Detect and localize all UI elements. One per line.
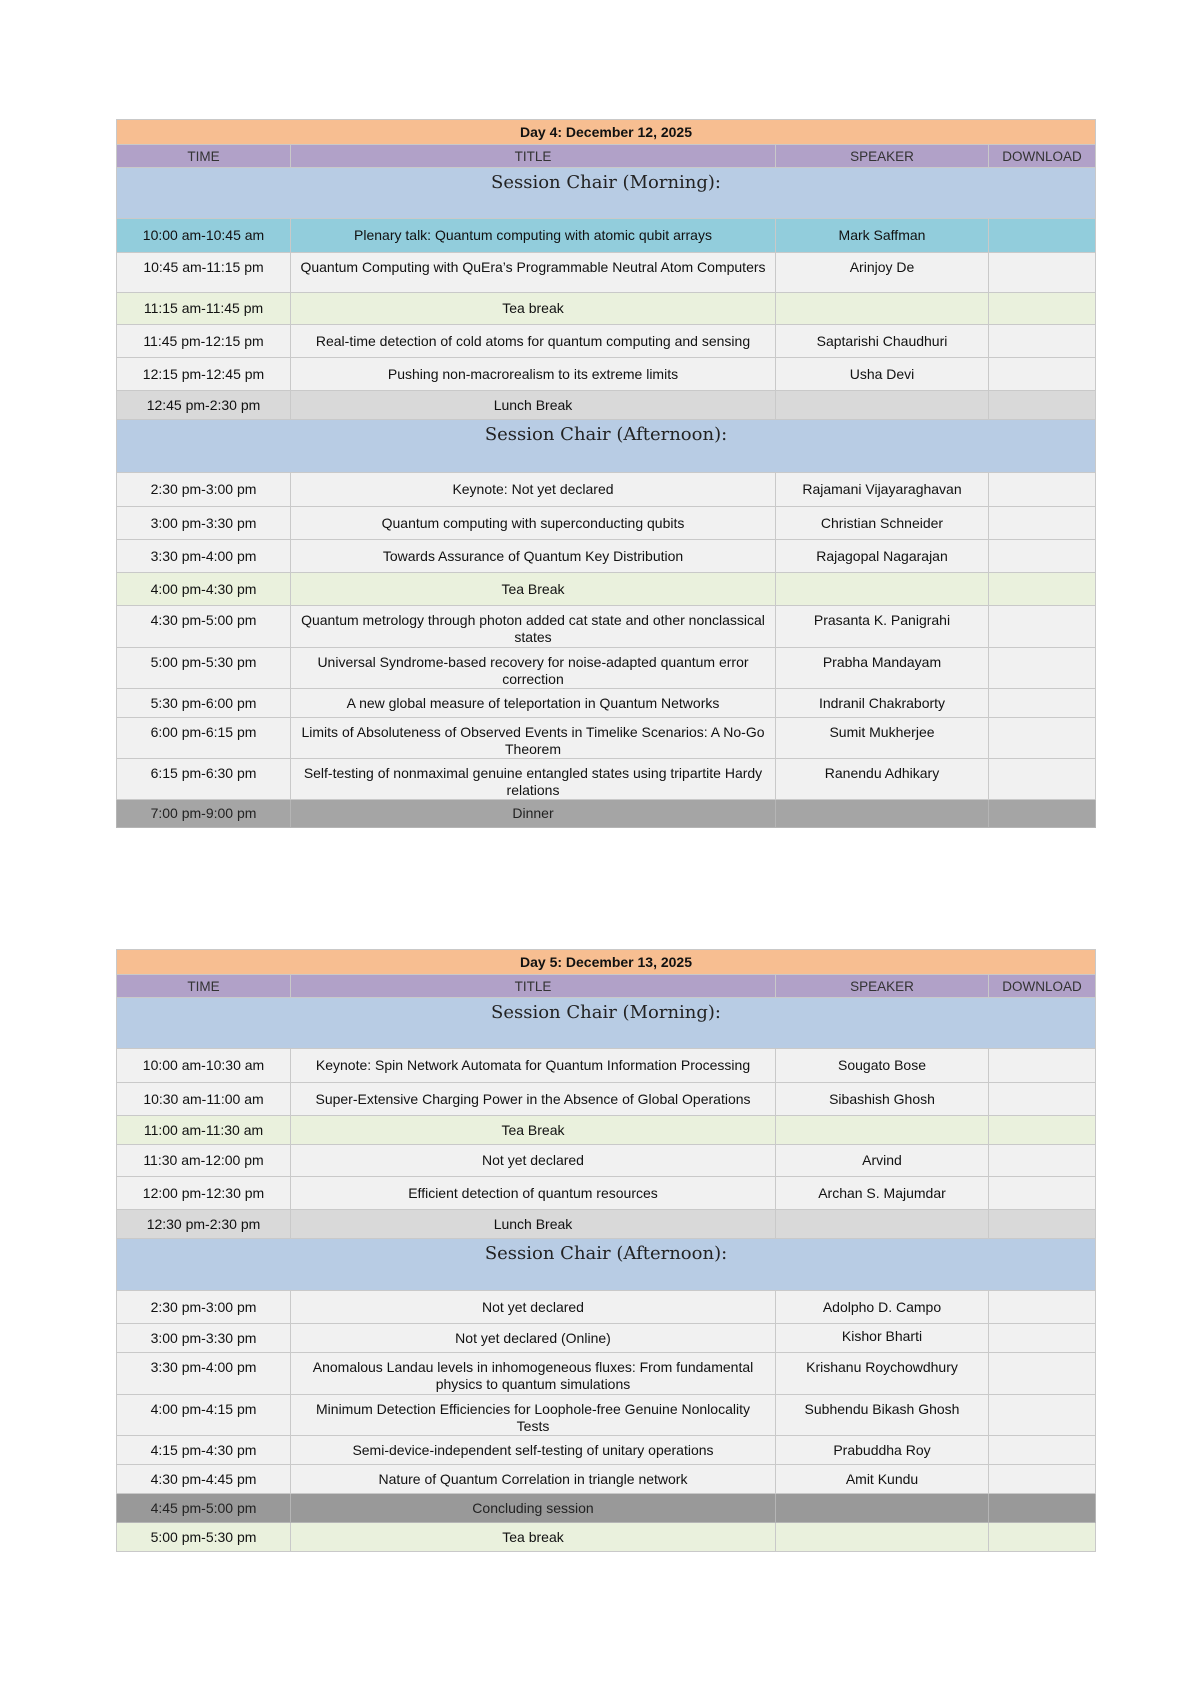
time-cell: 3:30 pm-4:00 pm: [117, 540, 291, 573]
speaker-cell: [776, 1210, 989, 1239]
speaker-cell: [776, 800, 989, 828]
title-column-header: TITLE: [291, 975, 776, 998]
download-cell[interactable]: [989, 507, 1096, 540]
title-cell: Quantum metrology through photon added cat state and other nonclassical states: [291, 606, 776, 648]
download-cell[interactable]: [989, 1083, 1096, 1116]
title-cell: Not yet declared (Online): [291, 1324, 776, 1353]
table-row: [117, 473, 1096, 507]
time-cell: 3:30 pm-4:00 pm: [117, 1353, 291, 1395]
title-cell: Quantum computing with superconducting qubits: [291, 507, 776, 540]
speaker-cell: [776, 1523, 989, 1552]
speaker-cell: Sibashish Ghosh: [776, 1083, 989, 1116]
day-heading-row: [117, 950, 1096, 975]
day-heading-row: [117, 120, 1096, 145]
table-row: [117, 325, 1096, 358]
time-cell: 10:00 am-10:45 am: [117, 219, 291, 253]
title-cell: Limits of Absoluteness of Observed Events in Timelike Scenarios: A No-Go Theorem: [291, 718, 776, 759]
table-row: [117, 800, 1096, 828]
download-cell[interactable]: [989, 718, 1096, 759]
download-cell[interactable]: [989, 1291, 1096, 1324]
download-cell[interactable]: [989, 689, 1096, 718]
speaker-cell: Adolpho D. Campo: [776, 1291, 989, 1324]
table-row: [117, 1494, 1096, 1523]
title-cell: Towards Assurance of Quantum Key Distribution: [291, 540, 776, 573]
time-cell: 5:00 pm-5:30 pm: [117, 1523, 291, 1552]
time-cell: 12:30 pm-2:30 pm: [117, 1210, 291, 1239]
download-cell[interactable]: [989, 1210, 1096, 1239]
title-cell: Not yet declared: [291, 1145, 776, 1177]
title-cell: Quantum Computing with QuEra’s Programmable Neutral Atom Computers: [291, 253, 776, 293]
table-row: [117, 507, 1096, 540]
speaker-cell: [776, 1116, 989, 1145]
download-column-header: DOWNLOAD: [989, 145, 1096, 168]
title-cell: Tea Break: [291, 573, 776, 606]
time-cell: 12:00 pm-12:30 pm: [117, 1177, 291, 1210]
download-cell[interactable]: [989, 648, 1096, 689]
download-cell[interactable]: [989, 219, 1096, 253]
table-row: [117, 689, 1096, 718]
download-cell[interactable]: [989, 358, 1096, 391]
download-cell[interactable]: [989, 1049, 1096, 1083]
time-cell: 6:00 pm-6:15 pm: [117, 718, 291, 759]
download-cell[interactable]: [989, 1436, 1096, 1465]
speaker-cell: [776, 573, 989, 606]
title-column-header: TITLE: [291, 145, 776, 168]
download-cell[interactable]: [989, 1395, 1096, 1436]
time-column-header: TIME: [117, 975, 291, 998]
download-cell[interactable]: [989, 391, 1096, 420]
session-chair-morning-row: [117, 998, 1096, 1049]
title-cell: Lunch Break: [291, 1210, 776, 1239]
title-cell: Nature of Quantum Correlation in triangle network: [291, 1465, 776, 1494]
session-chair-afternoon: Session Chair (Afternoon):: [117, 420, 1096, 473]
time-cell: 5:00 pm-5:30 pm: [117, 648, 291, 689]
speaker-cell: Ranendu Adhikary: [776, 759, 989, 800]
table-row: [117, 293, 1096, 325]
time-cell: 10:45 am-11:15 pm: [117, 253, 291, 293]
table-row: [117, 1436, 1096, 1465]
title-cell: Real-time detection of cold atoms for quantum computing and sensing: [291, 325, 776, 358]
title-cell: Dinner: [291, 800, 776, 828]
speaker-cell: Sumit Mukherjee: [776, 718, 989, 759]
title-cell: A new global measure of teleportation in Quantum Networks: [291, 689, 776, 718]
title-cell: Efficient detection of quantum resources: [291, 1177, 776, 1210]
time-column-header: TIME: [117, 145, 291, 168]
download-cell[interactable]: [989, 293, 1096, 325]
title-cell: Anomalous Landau levels in inhomogeneous fluxes: From fundamental physics to quantum simulations: [291, 1353, 776, 1395]
time-cell: 4:45 pm-5:00 pm: [117, 1494, 291, 1523]
table-row: [117, 219, 1096, 253]
speaker-cell: Kishor Bharti: [776, 1324, 989, 1353]
download-cell[interactable]: [989, 253, 1096, 293]
speaker-cell: Rajagopal Nagarajan: [776, 540, 989, 573]
time-cell: 2:30 pm-3:00 pm: [117, 473, 291, 507]
title-cell: Universal Syndrome-based recovery for noise-adapted quantum error correction: [291, 648, 776, 689]
speaker-cell: Amit Kundu: [776, 1465, 989, 1494]
table-row: [117, 1210, 1096, 1239]
table-row: [117, 1177, 1096, 1210]
time-cell: 11:00 am-11:30 am: [117, 1116, 291, 1145]
day4-schedule-table: [116, 119, 1096, 828]
speaker-cell: Prabha Mandayam: [776, 648, 989, 689]
download-cell[interactable]: [989, 1465, 1096, 1494]
speaker-cell: Mark Saffman: [776, 219, 989, 253]
speaker-cell: Rajamani Vijayaraghavan: [776, 473, 989, 507]
speaker-cell: Krishanu Roychowdhury: [776, 1353, 989, 1395]
table-row: [117, 358, 1096, 391]
speaker-cell: Prabuddha Roy: [776, 1436, 989, 1465]
time-cell: 12:45 pm-2:30 pm: [117, 391, 291, 420]
table-row: [117, 540, 1096, 573]
time-cell: 10:00 am-10:30 am: [117, 1049, 291, 1083]
table-row: [117, 1049, 1096, 1083]
title-cell: Pushing non-macrorealism to its extreme limits: [291, 358, 776, 391]
table-row: [117, 1465, 1096, 1494]
session-chair-morning: Session Chair (Morning):: [117, 998, 1096, 1049]
speaker-column-header: SPEAKER: [776, 145, 989, 168]
table-row: [117, 1145, 1096, 1177]
title-cell: Semi-device-independent self-testing of unitary operations: [291, 1436, 776, 1465]
table-row: [117, 1116, 1096, 1145]
speaker-cell: Subhendu Bikash Ghosh: [776, 1395, 989, 1436]
time-cell: 6:15 pm-6:30 pm: [117, 759, 291, 800]
table-row: [117, 1523, 1096, 1552]
download-cell[interactable]: [989, 800, 1096, 828]
download-cell[interactable]: [989, 540, 1096, 573]
table-row: [117, 1353, 1096, 1395]
speaker-cell: Prasanta K. Panigrahi: [776, 606, 989, 648]
time-cell: 11:15 am-11:45 pm: [117, 293, 291, 325]
time-cell: 10:30 am-11:00 am: [117, 1083, 291, 1116]
table-row: [117, 391, 1096, 420]
download-cell[interactable]: [989, 1116, 1096, 1145]
title-cell: Tea break: [291, 1523, 776, 1552]
time-cell: 4:00 pm-4:30 pm: [117, 573, 291, 606]
download-cell[interactable]: [989, 606, 1096, 648]
table-row: [117, 1324, 1096, 1353]
table-row: [117, 648, 1096, 689]
download-cell[interactable]: [989, 1353, 1096, 1395]
session-chair-morning: Session Chair (Morning):: [117, 168, 1096, 219]
download-cell[interactable]: [989, 325, 1096, 358]
time-cell: 3:00 pm-3:30 pm: [117, 507, 291, 540]
title-cell: Keynote: Not yet declared: [291, 473, 776, 507]
time-cell: 5:30 pm-6:00 pm: [117, 689, 291, 718]
speaker-cell: Christian Schneider: [776, 507, 989, 540]
title-cell: Lunch Break: [291, 391, 776, 420]
time-cell: 4:00 pm-4:15 pm: [117, 1395, 291, 1436]
speaker-cell: [776, 293, 989, 325]
table-row: [117, 1395, 1096, 1436]
session-chair-afternoon-row: [117, 420, 1096, 473]
time-cell: 3:00 pm-3:30 pm: [117, 1324, 291, 1353]
time-cell: 4:30 pm-5:00 pm: [117, 606, 291, 648]
time-cell: 4:30 pm-4:45 pm: [117, 1465, 291, 1494]
table-row: [117, 253, 1096, 293]
speaker-cell: Arinjoy De: [776, 253, 989, 293]
title-cell: Plenary talk: Quantum computing with atomic qubit arrays: [291, 219, 776, 253]
session-chair-morning-row: [117, 168, 1096, 219]
download-cell[interactable]: [989, 1145, 1096, 1177]
speaker-cell: Indranil Chakraborty: [776, 689, 989, 718]
download-column-header: DOWNLOAD: [989, 975, 1096, 998]
title-cell: Keynote: Spin Network Automata for Quantum Information Processing: [291, 1049, 776, 1083]
speaker-cell: [776, 1494, 989, 1523]
title-cell: Tea break: [291, 293, 776, 325]
download-cell[interactable]: [989, 759, 1096, 800]
column-header-row: [117, 975, 1096, 998]
speaker-column-header: SPEAKER: [776, 975, 989, 998]
table-row: [117, 606, 1096, 648]
table-row: [117, 718, 1096, 759]
title-cell: Self-testing of nonmaximal genuine entangled states using tripartite Hardy relations: [291, 759, 776, 800]
session-chair-afternoon-row: [117, 1239, 1096, 1291]
download-cell[interactable]: [989, 1494, 1096, 1523]
day5-schedule-table: [116, 949, 1096, 1552]
speaker-cell: Sougato Bose: [776, 1049, 989, 1083]
download-cell[interactable]: [989, 1324, 1096, 1353]
table-row: [117, 573, 1096, 606]
day-heading: Day 4: December 12, 2025: [117, 120, 1096, 145]
time-cell: 4:15 pm-4:30 pm: [117, 1436, 291, 1465]
speaker-cell: Saptarishi Chaudhuri: [776, 325, 989, 358]
speaker-cell: [776, 391, 989, 420]
time-cell: 12:15 pm-12:45 pm: [117, 358, 291, 391]
title-cell: Super-Extensive Charging Power in the Absence of Global Operations: [291, 1083, 776, 1116]
download-cell[interactable]: [989, 573, 1096, 606]
speaker-cell: Usha Devi: [776, 358, 989, 391]
table-row: [117, 759, 1096, 800]
download-cell[interactable]: [989, 1523, 1096, 1552]
download-cell[interactable]: [989, 1177, 1096, 1210]
download-cell[interactable]: [989, 473, 1096, 507]
speaker-cell: Arvind: [776, 1145, 989, 1177]
title-cell: Concluding session: [291, 1494, 776, 1523]
day-heading: Day 5: December 13, 2025: [117, 950, 1096, 975]
title-cell: Tea Break: [291, 1116, 776, 1145]
column-header-row: [117, 145, 1096, 168]
speaker-cell: Archan S. Majumdar: [776, 1177, 989, 1210]
time-cell: 2:30 pm-3:00 pm: [117, 1291, 291, 1324]
title-cell: Minimum Detection Efficiencies for Loophole-free Genuine Nonlocality Tests: [291, 1395, 776, 1436]
time-cell: 11:45 pm-12:15 pm: [117, 325, 291, 358]
table-row: [117, 1291, 1096, 1324]
time-cell: 7:00 pm-9:00 pm: [117, 800, 291, 828]
title-cell: Not yet declared: [291, 1291, 776, 1324]
table-row: [117, 1083, 1096, 1116]
session-chair-afternoon: Session Chair (Afternoon):: [117, 1239, 1096, 1291]
time-cell: 11:30 am-12:00 pm: [117, 1145, 291, 1177]
